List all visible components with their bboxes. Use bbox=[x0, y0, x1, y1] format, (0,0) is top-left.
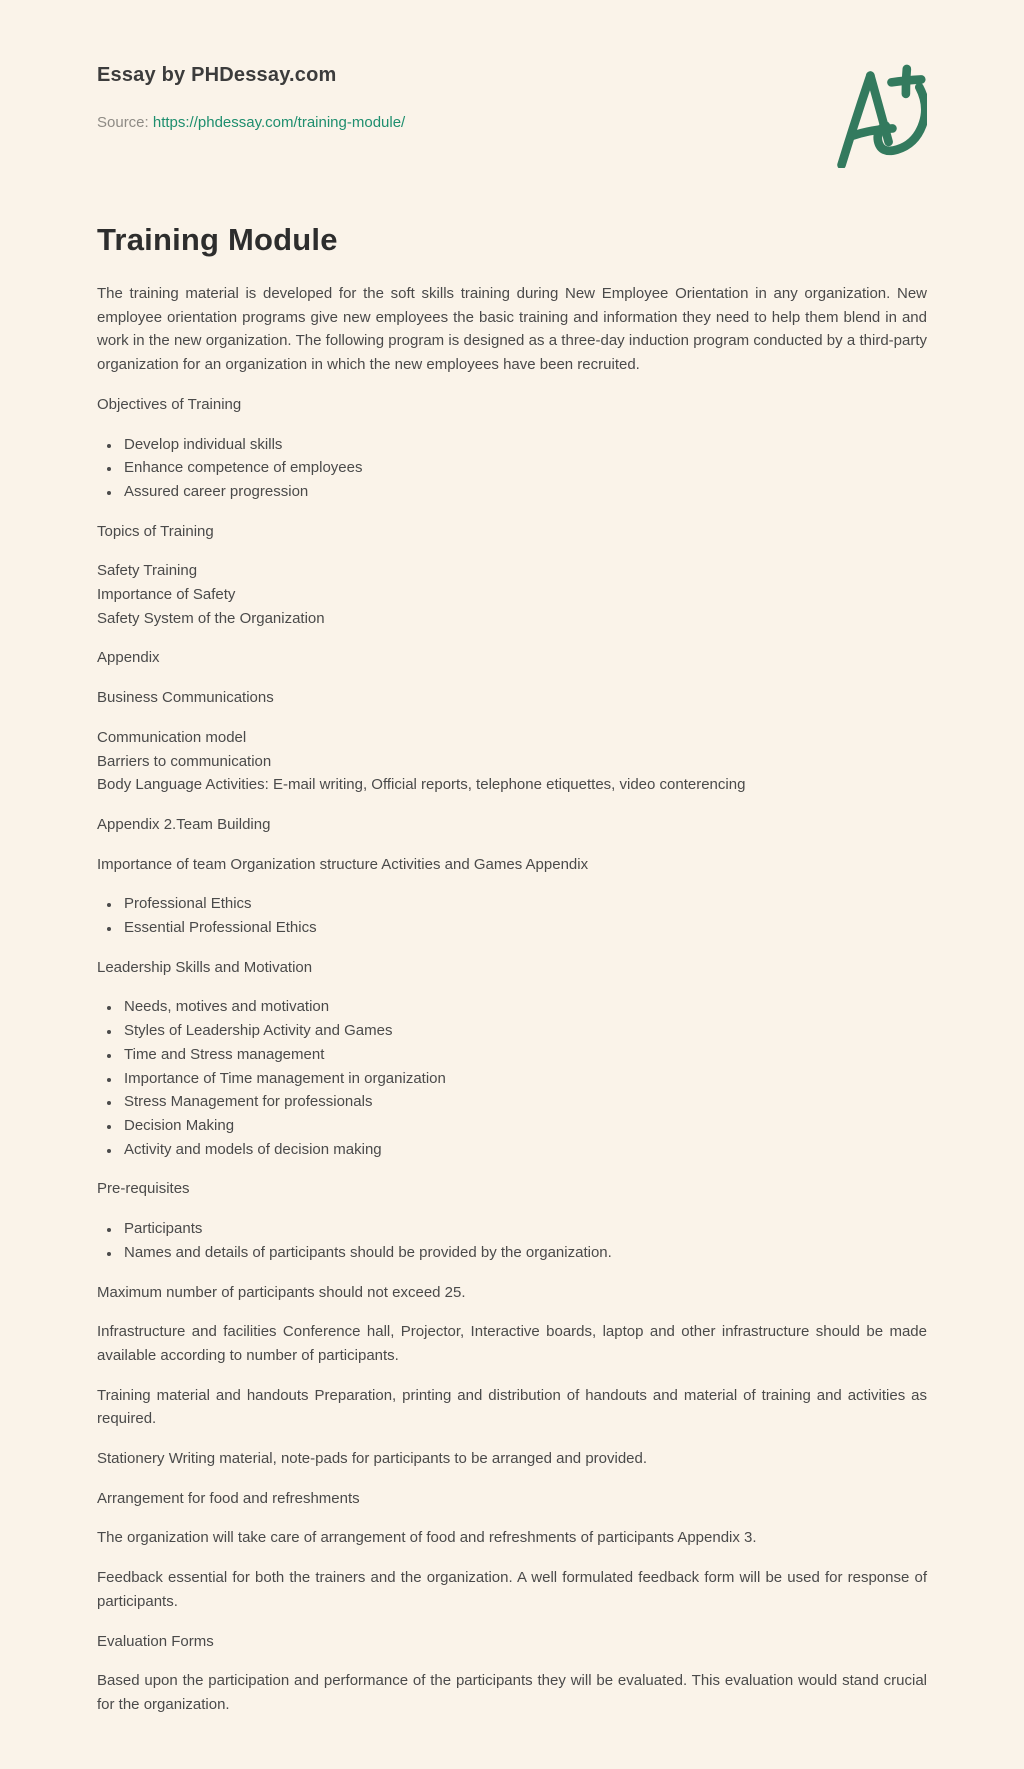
paragraph: Maximum number of participants should not exceed 25. bbox=[97, 1283, 466, 1301]
bullet-list bbox=[97, 433, 927, 504]
paragraph: Arrangement for food and refreshments bbox=[97, 1489, 360, 1507]
paragraph: Evaluation Forms bbox=[97, 1632, 214, 1650]
list-item: • Time and Stress management bbox=[121, 1043, 927, 1067]
list-item: • Develop individual skills bbox=[121, 433, 927, 457]
a-plus-logo-icon bbox=[831, 62, 927, 168]
list-item: • Styles of Leadership Activity and Games bbox=[121, 1019, 927, 1043]
brand-title: Essay by PHDessay.com bbox=[97, 64, 337, 86]
source-label: Source: bbox=[97, 114, 149, 131]
list-item: • Needs, motives and motivation bbox=[121, 995, 927, 1019]
paragraph: Business Communications bbox=[97, 689, 274, 707]
paragraph: Feedback essential for both the trainers and the organization. A well formulated feedback form will be used for response of participants. bbox=[97, 1569, 927, 1610]
paragraph: Safety Training Importance of Safety Safety System of the Organization bbox=[97, 562, 325, 627]
source-line bbox=[97, 114, 405, 131]
bullet-list bbox=[97, 892, 927, 939]
page-header bbox=[97, 64, 927, 168]
bullet-list bbox=[97, 1217, 927, 1264]
page-title: Training Module bbox=[97, 222, 338, 257]
paragraph: Communication model Barriers to communication Body Language Activities: E-mail writing, Official reports, telephone etiquettes, video conterencing bbox=[97, 728, 746, 794]
paragraph: Appendix bbox=[97, 649, 160, 667]
paragraph: Training material and handouts Preparation, printing and distribution of handouts and material of training and activities as required. bbox=[97, 1386, 927, 1428]
paragraph: Leadership Skills and Motivation bbox=[97, 958, 313, 976]
paragraph: The organization will take care of arrangement of food and refreshments of participants Appendix 3. bbox=[97, 1529, 757, 1547]
paragraph: Topics of Training bbox=[97, 522, 214, 540]
paragraph: Infrastructure and facilities Conference hall, Projector, Interactive boards, laptop and other infrastructure should be made available according to number of participants. bbox=[97, 1323, 927, 1364]
paragraph: Objectives of Training bbox=[97, 395, 242, 413]
paragraph: The training material is developed for the soft skills training during New Employee Orientation in any organization. New employee orientation programs give new employees the basic training and information they need to help them blend in and work in the new organization. The following program is designed as a three-day induction program conducted by a third-party organization for an organization in which the new employees have been recruited. bbox=[97, 285, 927, 374]
list-item: • Participants bbox=[121, 1217, 927, 1241]
list-item: • Assured career progression bbox=[121, 480, 927, 504]
article-body bbox=[97, 282, 927, 1717]
list-item: • Names and details of participants should be provided by the organization. bbox=[121, 1241, 927, 1265]
paragraph: Based upon the participation and performance of the participants they will be evaluated. This evaluation would stand crucial for the organization. bbox=[97, 1672, 927, 1713]
bullet-list bbox=[97, 995, 927, 1161]
paragraph: Importance of team Organization structure Activities and Games Appendix bbox=[97, 855, 589, 873]
list-item: • Importance of Time management in organization bbox=[121, 1067, 927, 1091]
list-item: • Enhance competence of employees bbox=[121, 456, 927, 480]
paragraph: Stationery Writing material, note-pads for participants to be arranged and provided. bbox=[97, 1450, 648, 1468]
list-item: • Decision Making bbox=[121, 1114, 927, 1138]
list-item: • Stress Management for professionals bbox=[121, 1090, 927, 1114]
header-text-block bbox=[97, 64, 405, 131]
paragraph: Appendix 2.Team Building bbox=[97, 815, 271, 833]
paragraph: Pre-requisites bbox=[97, 1180, 190, 1198]
list-item: • Essential Professional Ethics bbox=[121, 916, 927, 940]
list-item: • Activity and models of decision making bbox=[121, 1138, 927, 1162]
source-link[interactable]: https://phdessay.com/training-module/ bbox=[152, 114, 406, 131]
list-item: • Professional Ethics bbox=[121, 892, 927, 916]
